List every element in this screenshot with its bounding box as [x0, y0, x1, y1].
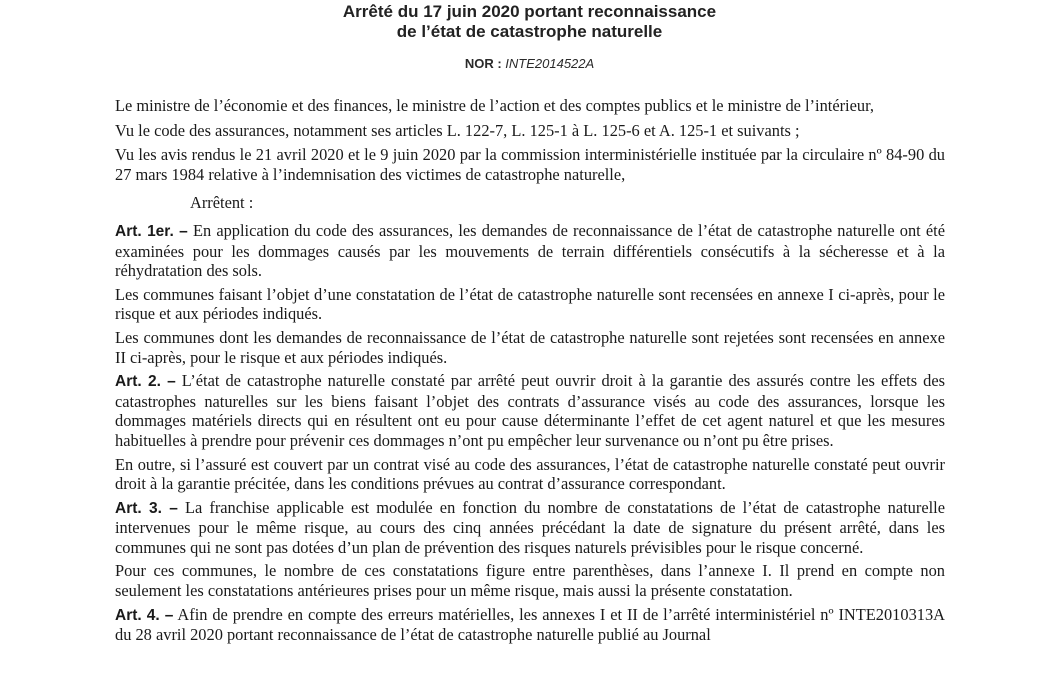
article-1-paragraph-1: En application du code des assurances, les demandes de reconnaissance de l’état de catastrophe naturelle ont été examinées pour les dommages causés par les mouvements de terrain différentiels consécutifs à la sécheresse et à la réhydratation des sols.	[115, 220, 945, 281]
document-body	[115, 96, 945, 649]
preamble-ministers: Le ministre de l’économie et des finances, le ministre de l’action et des comptes publics et le ministre de l’intérieur,	[115, 96, 874, 115]
nor-reference	[0, 56, 1059, 71]
article-1-heading: Art. 1er. –	[115, 222, 188, 240]
article-4-paragraph-1: Afin de prendre en compte des erreurs matérielles, les annexes I et II de l’arrêté interministériel nº INTE2010313A du 28 avril 2020 portant reconnaissance de l’état de catastrophe naturelle publié au Journal	[115, 604, 945, 645]
article-1-paragraph-3: Les communes dont les demandes de reconnaissance de l’état de catastrophe naturelle sont rejetées sont recensées en annexe II ci-après, pour le risque et aux périodes indiqués.	[115, 327, 945, 367]
preamble-vu-avis: Vu les avis rendus le 21 avril 2020 et le 9 juin 2020 par la commission interministérielle instituée par la circulaire nº 84-90 du 27 mars 1984 relative à l’indemnisation des victimes de catastrophe naturelle,	[115, 145, 945, 184]
article-2	[115, 371, 945, 494]
article-1-paragraph-2: Les communes faisant l’objet d’une constatation de l’état de catastrophe naturelle sont recensées en annexe I ci-après, pour le risque et aux périodes indiqués.	[115, 284, 945, 324]
article-3	[115, 498, 945, 601]
nor-label: NOR :	[464, 56, 502, 71]
title-line-1: Arrêté du 17 juin 2020 portant reconnaissance	[342, 2, 717, 21]
article-4-heading: Art. 4. –	[115, 606, 174, 624]
article-3-paragraph-1: La franchise applicable est modulée en fonction du nombre de constatations de l’état de catastrophe naturelle intervenues pour le même risque, au cours des cinq années précédant la date de signature du présent arrêté, dans les communes qui ne sont pas dotées d’un plan de prévention des risques naturels prévisibles pour le risque concerné.	[115, 497, 945, 557]
article-3-heading: Art. 3. –	[115, 499, 178, 517]
article-2-paragraph-1: L’état de catastrophe naturelle constaté par arrêté peut ouvrir droit à la garantie des assurés contre les effets des catastrophes naturelles sur les biens faisant l’objet des contrats d’assurance visés au code des assurances, lorsque les dommages matériels directs qui en résultent ont eu pour cause déterminante l’effet de cet agent naturel et que les mesures habituelles à prendre pour prévenir ces dommages n’ont pu empêcher leur survenance ou n’ont pu être prises.	[115, 371, 945, 450]
article-3-paragraph-2: Pour ces communes, le nombre de ces constatations figure entre parenthèses, dans l’annexe I. Il prend en compte non seulement les constatations antérieures prises pour un même risque, mais aussi la présente constatation.	[115, 561, 945, 601]
title-line-2: de l’état de catastrophe naturelle	[396, 22, 663, 41]
article-2-paragraph-2: En outre, si l’assuré est couvert par un contrat visé au code des assurances, l’état de catastrophe naturelle constaté peut ouvrir droit à la garantie précitée, dans les conditions prévues au contrat d’assurance correspondant.	[115, 454, 945, 494]
article-4	[115, 605, 945, 645]
document-title	[0, 2, 1059, 42]
article-1	[115, 221, 945, 367]
nor-value: INTE2014522A	[505, 56, 595, 71]
arretent-label: Arrêtent :	[190, 193, 254, 213]
preamble-vu-code: Vu le code des assurances, notamment ses articles L. 122-7, L. 125-1 à L. 125-6 et A. 125-1 et suivants ;	[115, 120, 800, 140]
article-2-heading: Art. 2. –	[115, 373, 176, 391]
